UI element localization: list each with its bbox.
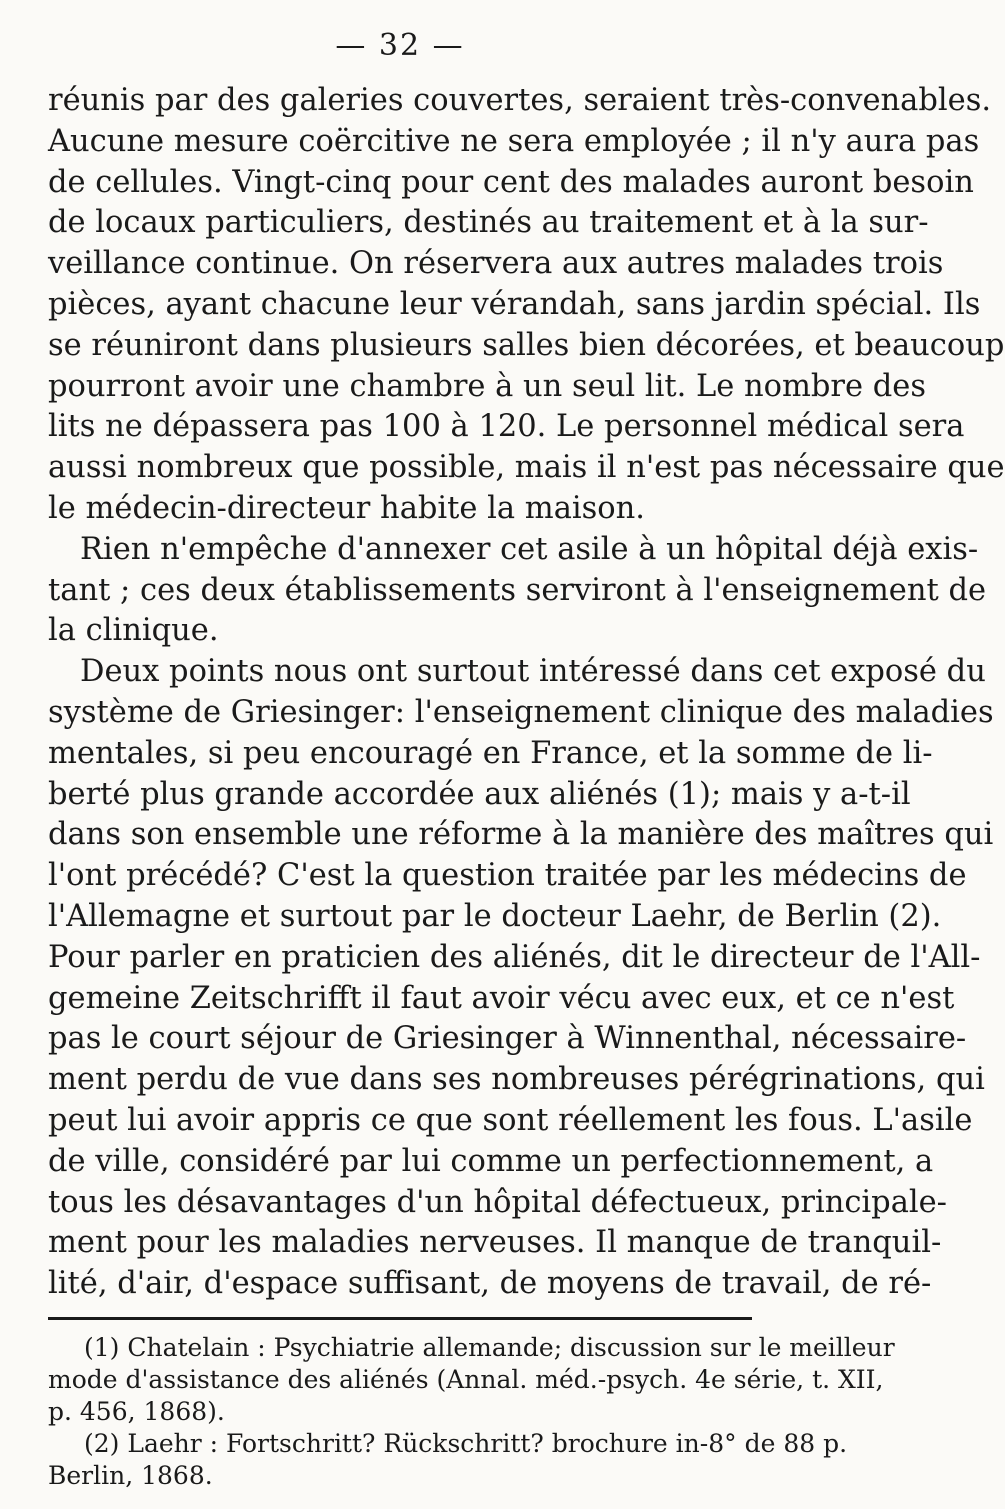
text-line: l'ont précédé? C'est la question traitée par les médecins de: [48, 858, 967, 894]
text-line: pas le court séjour de Griesinger à Winnenthal, nécessaire-: [48, 1021, 967, 1057]
text-line: tant ; ces deux établissements serviront à l'enseignement de: [48, 572, 987, 608]
text-line: réunis par des galeries couvertes, seraient très-convenables.: [48, 83, 992, 118]
footnote-line: (2) Laehr : Fortschritt? Rückschritt? brochure in-8° de 88 p.: [84, 1428, 848, 1458]
text-line: Aucune mesure coërcitive ne sera employée ; il n'y aura pas: [48, 123, 980, 159]
footnote-divider: [48, 1317, 752, 1320]
text-line: se réuniront dans plusieurs salles bien décorées, et beaucoup: [48, 327, 1005, 363]
body-text: [48, 81, 1005, 1305]
footnote-line: (1) Chatelain : Psychiatrie allemande; discussion sur le meilleur: [84, 1332, 895, 1362]
text-line: de locaux particuliers, destinés au traitement et à la sur-: [48, 205, 929, 241]
text-line: ment pour les maladies nerveuses. Il manque de tranquil-: [48, 1225, 942, 1261]
text-line: mentales, si peu encouragé en France, et la somme de li-: [48, 735, 933, 771]
text-line: gemeine Zeitschrifft il faut avoir vécu avec eux, et ce n'est: [48, 980, 955, 1016]
footnote-line: p. 456, 1868).: [48, 1396, 225, 1426]
footnote-line: Berlin, 1868.: [48, 1460, 213, 1490]
text-line: tous les désavantages d'un hôpital défectueux, principale-: [48, 1184, 947, 1220]
text-line: de cellules. Vingt-cinq pour cent des malades auront besoin: [48, 164, 974, 200]
text-line: de ville, considéré par lui comme un perfectionnement, a: [48, 1143, 934, 1179]
text-line: lits ne dépassera pas 100 à 120. Le personnel médical sera: [48, 409, 965, 445]
text-line: lité, d'air, d'espace suffisant, de moyens de travail, de ré-: [48, 1266, 932, 1302]
text-line: le médecin-directeur habite la maison.: [48, 490, 645, 526]
text-line: pièces, ayant chacune leur vérandah, sans jardin spécial. Ils: [48, 286, 981, 322]
page-number: — 32 —: [335, 28, 465, 63]
text-line: pourront avoir une chambre à un seul lit. Le nombre des: [48, 368, 926, 404]
text-line: berté plus grande accordée aux aliénés (1); mais y a-t-il: [48, 776, 911, 812]
text-line: veillance continue. On réservera aux autres malades trois: [48, 246, 944, 282]
text-line: l'Allemagne et surtout par le docteur Laehr, de Berlin (2).: [48, 898, 942, 934]
text-line: Pour parler en praticien des aliénés, dit le directeur de l'All-: [48, 939, 981, 975]
text-line: peut lui avoir appris ce que sont réellement les fous. L'asile: [48, 1102, 973, 1138]
footnote-line: mode d'assistance des aliénés (Annal. méd.-psych. 4e série, t. XII,: [48, 1364, 884, 1394]
text-line: ment perdu de vue dans ses nombreuses pérégrinations, qui: [48, 1062, 985, 1098]
text-line: la clinique.: [48, 613, 219, 649]
footnotes: [48, 1332, 895, 1492]
paragraph-start-line: Deux points nous ont surtout intéressé dans cet exposé du: [80, 654, 986, 690]
text-line: dans son ensemble une réforme à la manière des maîtres qui: [48, 817, 994, 853]
text-line: système de Griesinger: l'enseignement clinique des maladies: [48, 694, 994, 730]
paragraph-start-line: Rien n'empêche d'annexer cet asile à un hôpital déjà exis-: [80, 531, 979, 567]
text-line: aussi nombreux que possible, mais il n'est pas nécessaire que: [48, 450, 1005, 486]
